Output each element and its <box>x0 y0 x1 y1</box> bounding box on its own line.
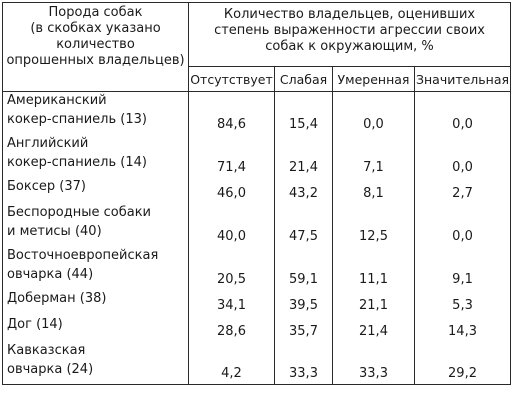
value-cell-weak <box>275 247 333 290</box>
breed-name-cell <box>3 135 189 178</box>
breed-name-cell <box>3 290 189 316</box>
percent-value: 29,2 <box>448 366 477 381</box>
table-row <box>3 342 511 385</box>
value-cell-absent <box>189 178 275 204</box>
value-cell-weak <box>275 316 333 342</box>
value-cell-significant <box>415 247 511 290</box>
percent-value: 28,6 <box>217 323 246 339</box>
value-cell-moderate <box>333 247 415 290</box>
breed-name-cell <box>3 316 189 342</box>
value-cell-absent <box>189 247 275 290</box>
percent-value: 59,1 <box>289 271 318 287</box>
breed-name-line: овчарка (44) <box>7 266 94 282</box>
value-cell-moderate <box>333 290 415 316</box>
percent-value: 40,0 <box>217 228 246 244</box>
breed-name-line: и метисы (40) <box>7 223 102 239</box>
value-cell-weak <box>275 178 333 204</box>
value-cell-moderate <box>333 135 415 178</box>
breed-name-cell <box>3 204 189 247</box>
table-row <box>3 204 511 247</box>
percent-value: 0,0 <box>363 116 384 132</box>
breed-name-line: Кавказская <box>7 342 86 358</box>
value-cell-significant <box>415 135 511 178</box>
group-header-line: Количество владельцев, оценивших <box>223 7 476 22</box>
value-cell-moderate <box>333 92 415 135</box>
breed-name-line: Доберман (38) <box>7 290 107 306</box>
percent-value: 21,4 <box>359 323 388 339</box>
percent-value: 46,0 <box>217 185 246 201</box>
table-row <box>3 247 511 290</box>
percent-value: 8,1 <box>363 185 384 201</box>
breed-header-line: опрошенных владельцев) <box>6 53 185 68</box>
percent-value: 33,3 <box>359 366 388 381</box>
percent-value: 14,3 <box>448 323 477 339</box>
breed-name-line: Английский <box>7 135 89 151</box>
percent-value: 11,1 <box>359 271 388 287</box>
percent-value: 20,5 <box>217 271 246 287</box>
value-cell-moderate <box>333 316 415 342</box>
percent-value: 39,5 <box>289 297 318 313</box>
column-header-absent: Отсутствует <box>189 67 275 92</box>
table-row <box>3 290 511 316</box>
percent-value: 71,4 <box>217 159 246 175</box>
percent-value: 15,4 <box>289 116 318 132</box>
percent-value: 5,3 <box>452 297 473 313</box>
group-header-line: собак к окружающим, % <box>265 39 434 54</box>
value-cell-absent <box>189 204 275 247</box>
table-row <box>3 316 511 342</box>
breed-name-line: овчарка (24) <box>7 361 94 377</box>
value-cell-significant <box>415 178 511 204</box>
breed-name-line: Боксер (37) <box>7 178 86 194</box>
breed-column-header <box>3 3 189 92</box>
breed-name-line: Американский <box>7 93 107 108</box>
value-cell-absent <box>189 342 275 385</box>
value-cell-moderate <box>333 178 415 204</box>
column-header-moderate: Умеренная <box>333 67 415 92</box>
percent-value: 47,5 <box>289 228 318 244</box>
value-cell-weak <box>275 342 333 385</box>
value-cell-significant <box>415 92 511 135</box>
table-row <box>3 178 511 204</box>
column-header-significant: Значительная <box>415 67 511 92</box>
value-cell-absent <box>189 92 275 135</box>
value-cell-significant <box>415 316 511 342</box>
percent-value: 2,7 <box>452 185 473 201</box>
aggression-table <box>2 2 511 385</box>
value-cell-significant <box>415 204 511 247</box>
value-cell-weak <box>275 92 333 135</box>
breed-name-line: Дог (14) <box>7 316 63 332</box>
percent-value: 7,1 <box>363 159 384 175</box>
breed-header-line: Порода собак <box>48 5 143 20</box>
value-cell-weak <box>275 135 333 178</box>
percent-value: 21,4 <box>289 159 318 175</box>
percent-value: 35,7 <box>289 323 318 339</box>
breed-name-line: Беспородные собаки <box>7 204 151 220</box>
value-cell-weak <box>275 290 333 316</box>
table-row <box>3 135 511 178</box>
table-row <box>3 92 511 135</box>
owners-group-header <box>189 3 511 67</box>
percent-value: 0,0 <box>452 159 473 175</box>
column-header-weak: Слабая <box>275 67 333 92</box>
value-cell-absent <box>189 135 275 178</box>
breed-name-line: кокер-спаниель (13) <box>7 112 147 127</box>
breed-header-line: количество <box>56 37 135 52</box>
percent-value: 21,1 <box>359 297 388 313</box>
percent-value: 0,0 <box>452 116 473 132</box>
percent-value: 0,0 <box>452 228 473 244</box>
breed-name-cell <box>3 247 189 290</box>
percent-value: 9,1 <box>452 271 473 287</box>
percent-value: 33,3 <box>289 366 318 381</box>
breed-name-cell <box>3 342 189 385</box>
breed-name-line: Восточноевропейская <box>7 247 159 263</box>
group-header-line: степень выраженности агрессии своих <box>214 23 485 38</box>
percent-value: 84,6 <box>217 116 246 132</box>
value-cell-absent <box>189 290 275 316</box>
percent-value: 43,2 <box>289 185 318 201</box>
breed-name-cell <box>3 92 189 135</box>
table-body <box>3 92 511 385</box>
value-cell-absent <box>189 316 275 342</box>
breed-name-cell <box>3 178 189 204</box>
percent-value: 34,1 <box>217 297 246 313</box>
value-cell-significant <box>415 290 511 316</box>
value-cell-moderate <box>333 342 415 385</box>
value-cell-moderate <box>333 204 415 247</box>
percent-value: 4,2 <box>221 366 242 381</box>
breed-name-line: кокер-спаниель (14) <box>7 154 147 170</box>
value-cell-weak <box>275 204 333 247</box>
breed-header-line: (в скобках указано <box>30 21 161 36</box>
percent-value: 12,5 <box>359 228 388 244</box>
value-cell-significant <box>415 342 511 385</box>
